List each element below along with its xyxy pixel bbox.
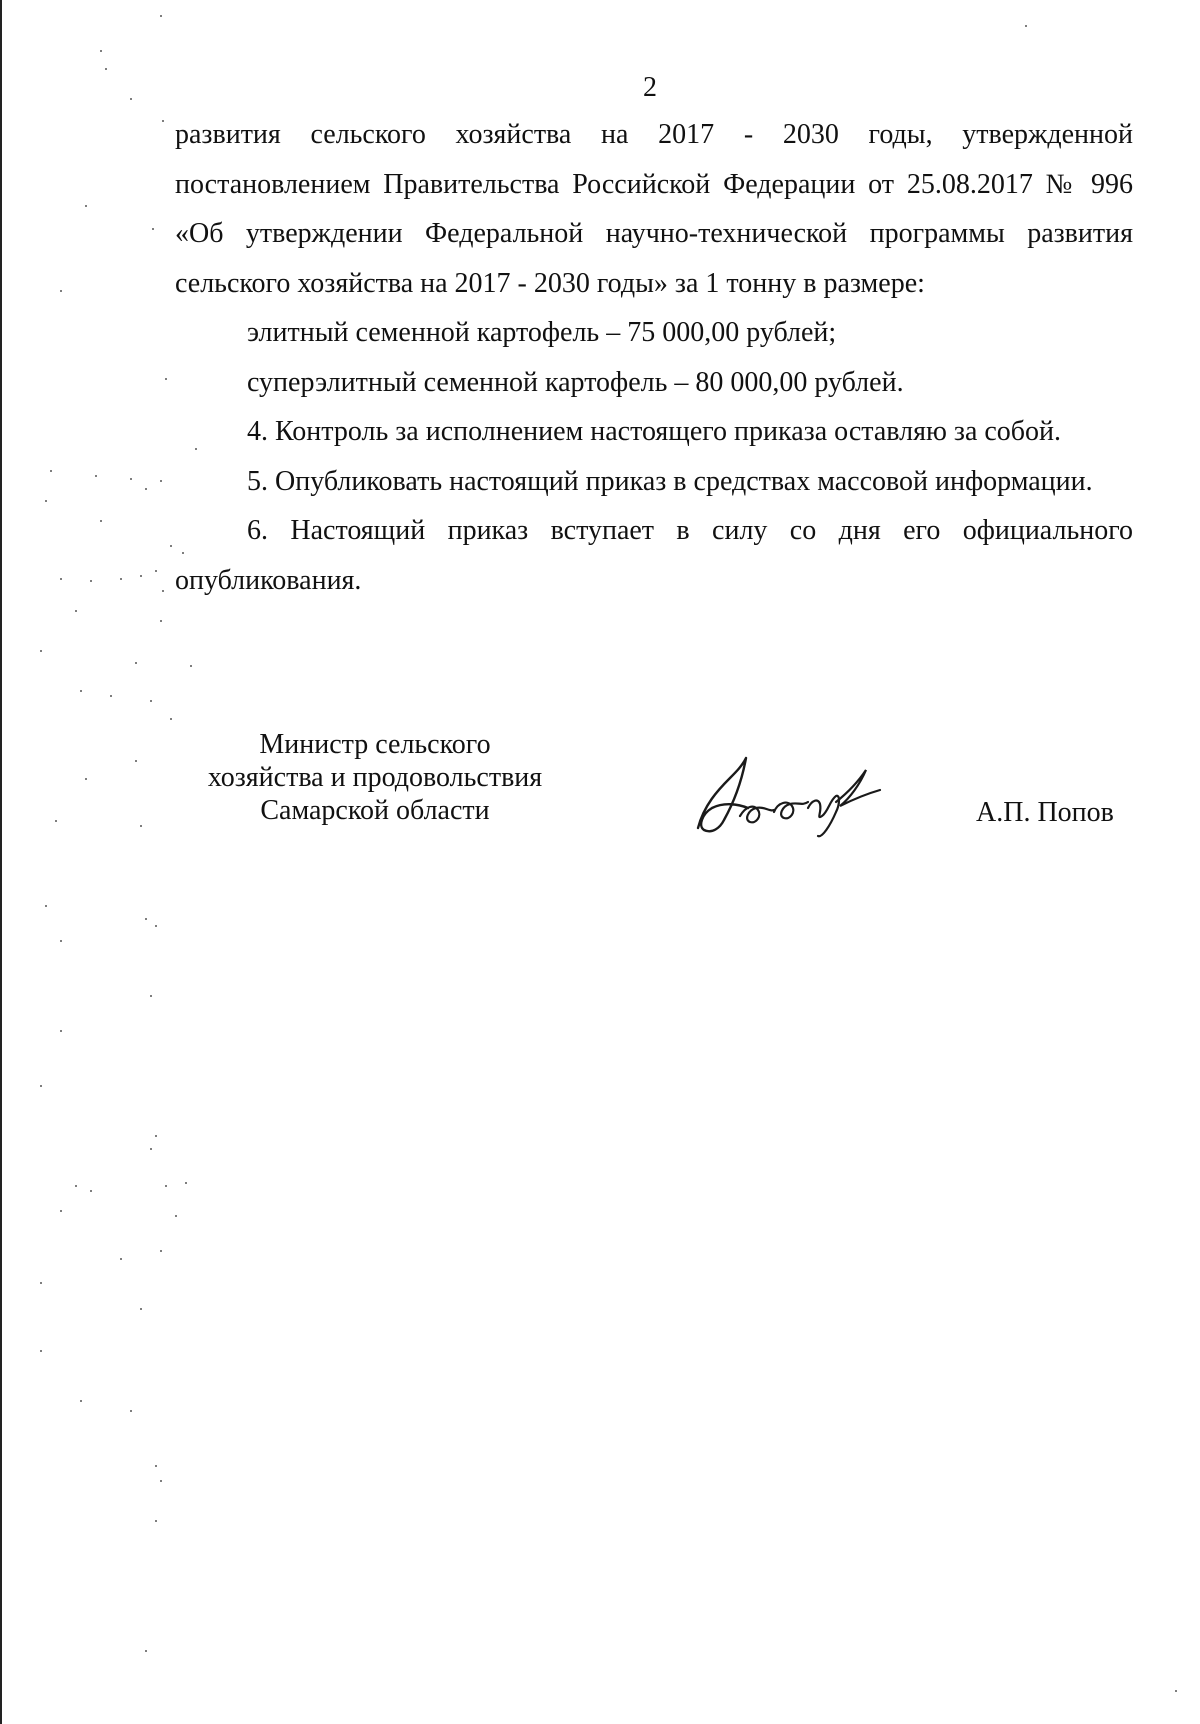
paragraph-continuation: развития сельского хозяйства на 2017 - 2030 годы, утвержденной постановлением Правительства Российской Федерации от 25.08.2017 № 996 «Об утверждении Федеральной научно-технической программы развития сельского хозяйства на 2017 - 2030 годы» за 1 тонну в размере: — [175, 119, 1133, 299]
signatory-title-line: Министр сельского — [259, 729, 491, 760]
paragraph-item-5: 5. Опубликовать настоящий приказ в средствах массовой информации. — [247, 465, 1093, 497]
paragraph-item-6: 6. Настоящий приказ вступает в силу со дня его официального опубликования. — [175, 515, 1133, 596]
scan-edge — [0, 0, 2, 1724]
paragraph-elite-potato: элитный семенной картофель – 75 000,00 рублей; — [247, 317, 837, 348]
paragraph-item-4: 4. Контроль за исполнением настоящего приказа оставляю за собой. — [247, 416, 1062, 447]
signatory-title — [190, 728, 560, 827]
page-number: 2 — [643, 72, 657, 103]
paragraph-superelite-potato: суперэлитный семенной картофель – 80 000,00 рублей. — [247, 366, 904, 398]
signatory-title-line: хозяйства и продовольствия — [207, 762, 543, 793]
signer-name: А.П. Попов — [976, 797, 1114, 828]
signatory-title-line: Самарской области — [260, 795, 490, 826]
document-body — [175, 110, 1133, 605]
handwritten-signature — [690, 750, 890, 840]
